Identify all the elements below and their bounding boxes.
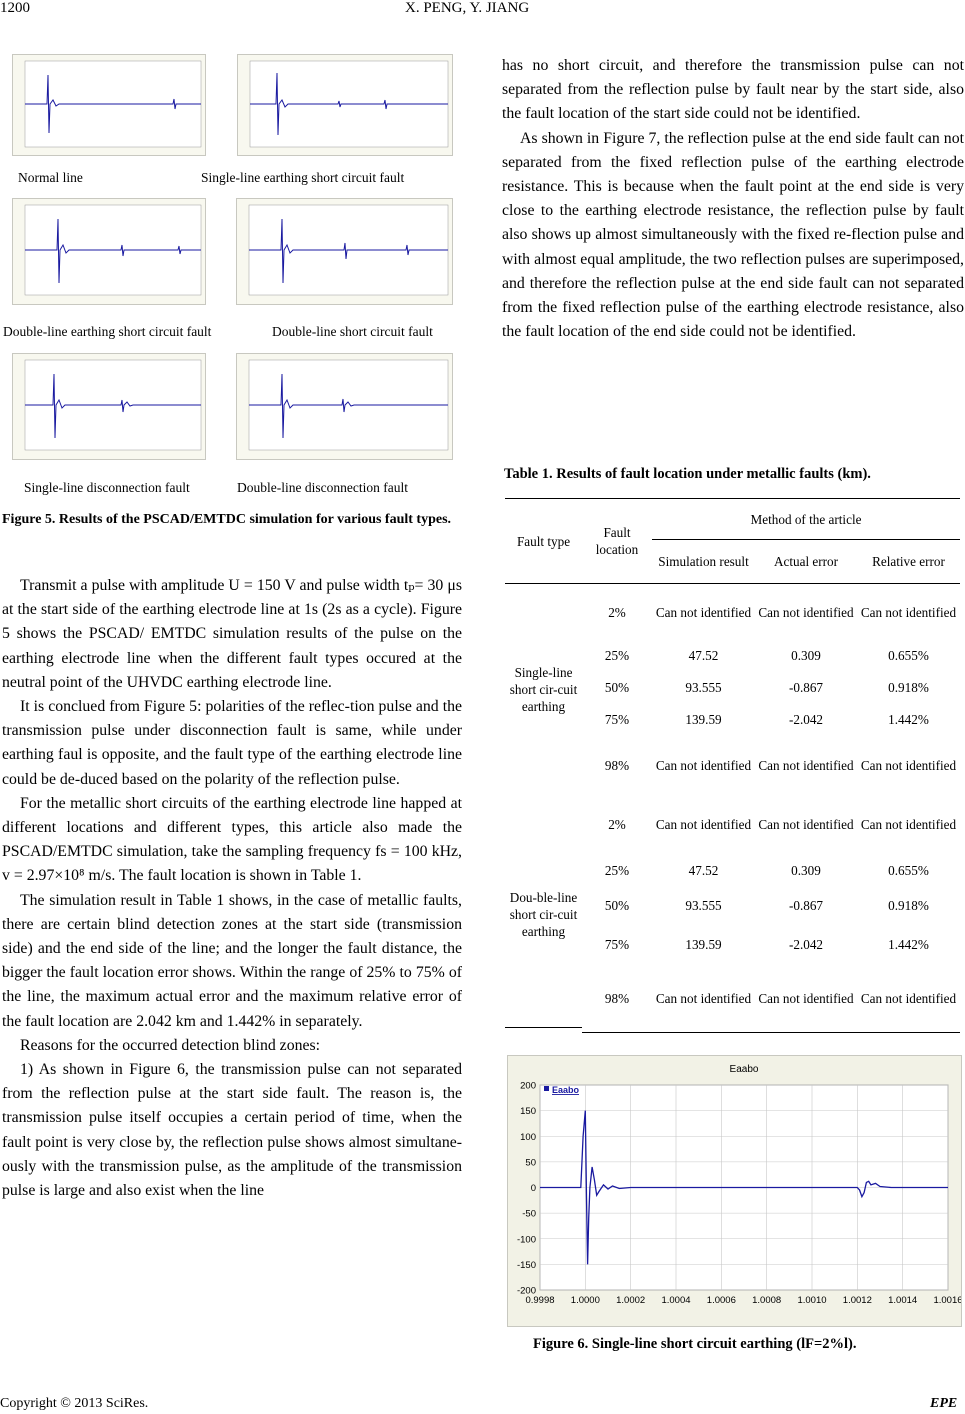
table1-group-1-type: Single-line short cir-cuit earthing bbox=[509, 665, 578, 714]
figure5-panel-normal-line bbox=[12, 54, 206, 156]
table-cell: 50% bbox=[604, 680, 630, 695]
x-tick-label: 1.0002 bbox=[616, 1295, 646, 1306]
figure5-label-double-line-short: Double-line short circuit fault bbox=[272, 324, 433, 339]
left-paragraph-5: Reasons for the occurred detection blind zones: bbox=[20, 1036, 321, 1054]
y-tick-label: -50 bbox=[522, 1208, 536, 1220]
table-cell: 1.442% bbox=[888, 712, 929, 727]
table1-header-fault-location: Fault location bbox=[582, 498, 652, 584]
right-paragraph-2: As shown in Figure 7, the reflection pulse at the end side fault can not separated from the fixed reflection pulse of the earthing electrode resistance. This is because when the fault point at the end side is very close to the earthing electrode resistance, the reflection pulse by fault also shows up almost simultaneously with the fixed re-flection pulse and with almost equal amplitude, the two reflection pulses are superimposed, and therefore the reflection pulse at the end side fault can not separated from the fixed reflection pulse of the earthing electrode resistance, also the fault location of the end side could not be identified. bbox=[502, 129, 964, 341]
figure5-panel-double-line-short bbox=[236, 198, 453, 305]
table-cell: 0.309 bbox=[791, 648, 821, 663]
y-tick-label: -200 bbox=[516, 1285, 536, 1297]
table-cell: Can not identified bbox=[655, 757, 752, 773]
figure5-panel-3-plot bbox=[13, 199, 205, 304]
figure5-panel-6-plot bbox=[237, 354, 452, 459]
table-cell: 25% bbox=[604, 648, 630, 663]
table1-header-simulation: Simulation result bbox=[652, 540, 755, 584]
table-cell: Can not identified bbox=[655, 604, 752, 620]
y-tick-label: 100 bbox=[520, 1131, 536, 1143]
table-cell: 2% bbox=[608, 816, 626, 832]
table-cell: Can not identified bbox=[758, 816, 854, 832]
figure5-label-double-line-earthing: Double-line earthing short circuit fault bbox=[3, 324, 212, 339]
x-tick-label: 1.0008 bbox=[752, 1295, 782, 1306]
figure5-caption: Figure 5. Results of the PSCAD/EMTDC simulation for various fault types. bbox=[2, 512, 452, 527]
x-tick-label: 0.9998 bbox=[525, 1295, 555, 1306]
left-paragraph-2: It is conclued from Figure 5: polarities of the reflec-tion pulse and the transmission pulse under disconnection fault is same, while under earthing faul is opposite, and the fault type of the earthing electrode line could be de-duced based on the polarity of the reflection pulse. bbox=[2, 698, 462, 788]
table-cell: 50% bbox=[604, 897, 630, 913]
table-cell: 0.655% bbox=[888, 862, 929, 878]
table1-header-actual-error: Actual error bbox=[755, 540, 857, 584]
table1 bbox=[505, 498, 960, 1033]
x-tick-label: 1.0014 bbox=[888, 1295, 918, 1306]
figure5-panel-single-line-disconnection bbox=[12, 353, 206, 460]
figure5-label-single-line-disconnection: Single-line disconnection fault bbox=[24, 480, 190, 495]
figure5-label-single-line-earthing: Single-line earthing short circuit fault bbox=[201, 170, 405, 185]
table-cell: Can not identified bbox=[857, 965, 960, 1033]
y-tick-label: -100 bbox=[516, 1234, 536, 1246]
left-paragraph-6: 1) As shown in Figure 6, the transmission pulse can not separated from the reflection pulse at the start side fault. The reason is, the transmission pulse itself occupies a certain period of time, when the fault point is very close by, the reflection pulse shows almost simultane-ously with the transmission pulse, as the amplitude of the transmission pulse is large and also exist when the line bbox=[2, 1061, 462, 1200]
x-tick-label: 1.0000 bbox=[570, 1295, 600, 1306]
x-tick-label: 1.0006 bbox=[706, 1295, 736, 1306]
table1-header-relative-error: Relative error bbox=[857, 540, 960, 584]
table-cell: 0.309 bbox=[791, 862, 821, 878]
y-tick-label: 50 bbox=[525, 1157, 536, 1169]
left-paragraph-1: Transmit a pulse with amplitude U = 150 V and pulse width tₚ= 30 μs at the start side of the earthing electrode line at 1s (2s as a cycle). Figure 5 shows the PSCAD/ EMTDC simulation results of the pulse on the earthing electrode line when the different fault types occured at the neutral point of the UHVDC earthing electrode line. bbox=[2, 577, 462, 691]
table-cell: -0.867 bbox=[788, 897, 824, 913]
table-cell: Can not identified bbox=[755, 965, 857, 1033]
table-cell: 98% bbox=[604, 757, 630, 773]
table1-header-method: Method of the article bbox=[652, 498, 960, 540]
x-tick-label: 1.0012 bbox=[842, 1295, 872, 1306]
table-cell: 47.52 bbox=[688, 648, 719, 663]
table-cell: 2% bbox=[608, 604, 626, 620]
table-cell: 98% bbox=[582, 965, 652, 1033]
x-tick-label: 1.0004 bbox=[661, 1295, 691, 1306]
figure6-caption: Figure 6. Single-line short circuit earthing (lF=2%l). bbox=[533, 1336, 857, 1352]
table-cell: 25% bbox=[604, 862, 630, 878]
figure5-label-normal-line: Normal line bbox=[18, 170, 83, 185]
table-cell: 93.555 bbox=[685, 680, 722, 695]
table-cell: -2.042 bbox=[788, 712, 824, 727]
table-cell: 47.52 bbox=[688, 862, 719, 878]
table-cell: 75% bbox=[604, 936, 630, 952]
table1-group-2-type: Dou-ble-line short cir-cuit earthing bbox=[509, 889, 578, 939]
table-cell: Can not identified bbox=[652, 965, 755, 1033]
table-row bbox=[505, 795, 960, 853]
figure5-panel-5-plot bbox=[13, 354, 205, 459]
x-tick-label: 1.0016 bbox=[933, 1295, 961, 1306]
table-row bbox=[505, 584, 960, 640]
left-paragraph-3: For the metallic short circuits of the earthing electrode line happed at different locations and different types, this article also made the PSCAD/EMTDC simulation, take the sampling frequency fs = 100 kHz, v = 2.97×10⁸ m/s. The fault location is shown in Table 1. bbox=[2, 794, 462, 885]
figure5-panel-double-line-earthing bbox=[12, 198, 206, 305]
table1-header-fault-type: Fault type bbox=[505, 498, 582, 584]
table-cell: 139.59 bbox=[685, 936, 722, 952]
table-cell: 93.555 bbox=[685, 897, 722, 913]
footer-copyright: Copyright © 2013 SciRes. bbox=[0, 1396, 149, 1411]
table-cell: 0.918% bbox=[888, 680, 929, 695]
right-column bbox=[502, 54, 964, 344]
figure5-panel-double-line-disconnection bbox=[236, 353, 453, 460]
left-column bbox=[2, 574, 462, 1203]
legend-label: Eaabo bbox=[552, 1085, 580, 1095]
page-number: 1200 bbox=[0, 0, 30, 16]
chart-title: Eaabo bbox=[729, 1064, 759, 1075]
table-cell: 75% bbox=[604, 712, 630, 727]
figure5-panel-2-plot bbox=[238, 55, 452, 155]
table-cell: Can not identified bbox=[655, 816, 752, 832]
table-cell: -2.042 bbox=[788, 936, 824, 952]
figure5-panel-single-line-earthing bbox=[237, 54, 453, 156]
table-cell: Can not identified bbox=[758, 757, 854, 773]
y-tick-label: 0 bbox=[530, 1183, 536, 1194]
table-cell: 0.655% bbox=[888, 648, 929, 663]
legend-swatch bbox=[544, 1086, 549, 1091]
table-cell: 1.442% bbox=[888, 936, 929, 952]
table-cell: -0.867 bbox=[788, 680, 824, 695]
table-cell: Can not identified bbox=[860, 757, 957, 773]
figure6-chart bbox=[508, 1056, 961, 1326]
table1-bottom-rule bbox=[505, 1027, 582, 1028]
figure5-panel-4-plot bbox=[237, 199, 452, 304]
table-cell: Can not identified bbox=[860, 816, 957, 832]
running-title: X. PENG, Y. JIANG bbox=[405, 0, 530, 16]
footer-journal: EPE bbox=[930, 1396, 958, 1411]
table-cell: 0.918% bbox=[888, 897, 929, 913]
figure5-label-double-line-disconnection: Double-line disconnection fault bbox=[237, 480, 408, 495]
figure5-panel-1-plot bbox=[13, 55, 205, 155]
table-cell: 139.59 bbox=[685, 712, 722, 727]
table-cell: Can not identified bbox=[860, 604, 957, 620]
figure6-chart-frame bbox=[507, 1055, 962, 1327]
left-paragraph-4: The simulation result in Table 1 shows, in the case of metallic faults, there are certain blind detection zones at the start side (transmission side) and the end side of the line; and the longer the fault distance, the bigger the fault location error shows. Within the range of 25% to 75% of the line, the maximum actual error and the maximum relative error of the fault location are 2.042 km and 1.442% in separately. bbox=[2, 891, 462, 1030]
table-cell: Can not identified bbox=[758, 604, 854, 620]
y-tick-label: 200 bbox=[520, 1080, 536, 1092]
right-paragraph-1: has no short circuit, and therefore the transmission pulse can not separated from the reflection pulse by fault near by the start side, also the fault location of the start side could not be identified. bbox=[502, 57, 964, 123]
x-tick-label: 1.0010 bbox=[797, 1295, 827, 1306]
y-tick-label: -150 bbox=[516, 1259, 536, 1271]
table1-title: Table 1. Results of fault location under metallic faults (km). bbox=[504, 466, 871, 482]
y-tick-label: 150 bbox=[520, 1106, 536, 1118]
